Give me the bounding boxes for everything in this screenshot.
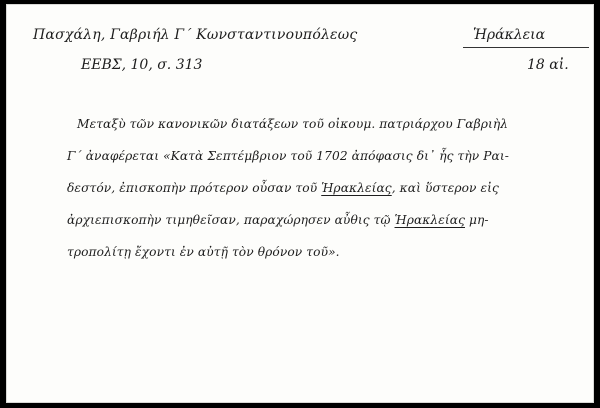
topic-heading: Ἡράκλεια bbox=[473, 27, 546, 43]
body-line-1: Μεταξὺ τῶν κανονικῶν διατάξεων τοῦ οἰκουμ. πατριάρχου Γαβριὴλ bbox=[77, 117, 509, 131]
body-line-3 bbox=[67, 181, 499, 195]
reference: ΕΕΒΣ, 10, σ. 313 bbox=[81, 57, 203, 73]
body-line-4-underlined: Ἡρακλείας bbox=[394, 213, 465, 227]
topic-underline bbox=[463, 47, 589, 48]
body-line-3-underlined: Ἡρακλείας bbox=[321, 181, 392, 195]
body-line-4-text-a: ἀρχιεπισκοπὴν τιμηθεῖσαν, παραχώρησεν αὖθις τῷ bbox=[67, 213, 395, 227]
body-line-5: τροπολίτῃ ἔχοντι ἐν αὐτῇ τὸν θρόνον τοῦ». bbox=[67, 245, 340, 259]
index-card bbox=[6, 4, 594, 403]
body-line-2: Γ΄ ἀναφέρεται «Κατὰ Σεπτέμβριον τοῦ 1702 ἀπόφασις δι᾿ ἧς τὴν Ραι- bbox=[67, 149, 509, 163]
century-label: 18 αἰ. bbox=[527, 57, 569, 73]
body-line-3-text-a: δεστόν, ἐπισκοπὴν πρότερον οὖσαν τοῦ bbox=[67, 181, 322, 195]
body-line-3-text-c: , καὶ ὕστερον εἰς bbox=[391, 181, 499, 195]
body-line-4-text-c: μη- bbox=[465, 213, 489, 227]
body-line-4 bbox=[67, 213, 489, 227]
author-line: Πασχάλη, Γαβριήλ Γ΄ Κωνσταντινουπόλεως bbox=[33, 27, 358, 43]
